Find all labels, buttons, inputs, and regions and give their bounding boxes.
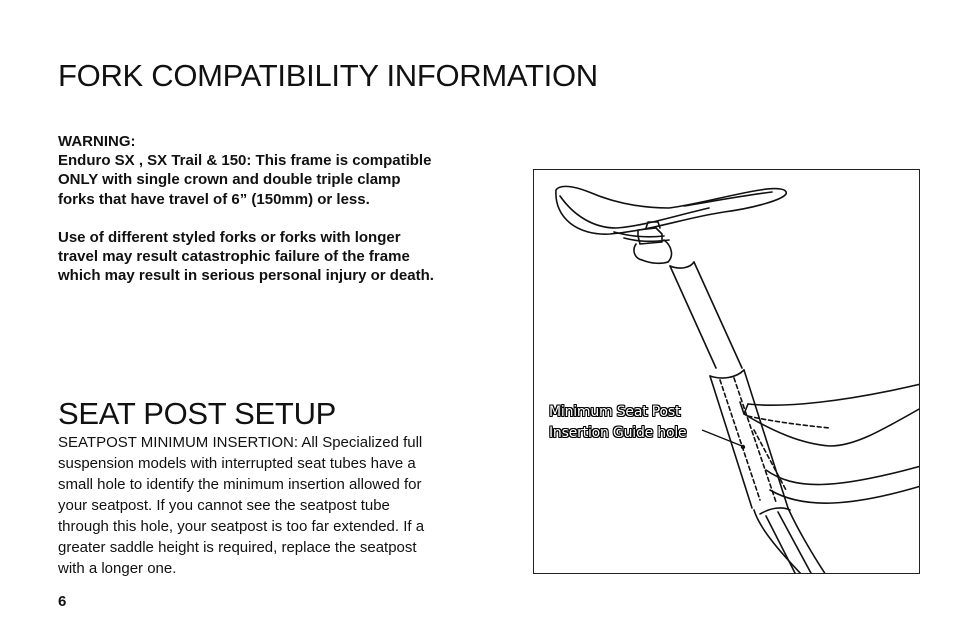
warning-block [58,132,438,285]
fork-compatibility-heading: FORK COMPATIBILITY INFORMATION [58,58,598,93]
seatpost-drawing [534,170,920,574]
callout-line1: Minimum Seat Post [549,404,681,420]
insertion-guide-hole [741,445,745,449]
warning-text: Enduro SX , SX Trail & 150: This frame is compatible ONLY with single crown and double triple clamp forks that have travel of 6” (150mm) or less. [58,152,432,208]
seatpost-illustration [533,169,920,574]
seat-tube [710,370,744,378]
warning-label: WARNING: [58,133,136,150]
warning-paragraph-2: Use of different styled forks or forks with longer travel may result catastrophic failure of the frame which may result in serious personal injury or death. [58,228,434,285]
seatpost-shaft [670,266,716,368]
warning-paragraph [58,132,438,209]
top-tube [740,402,920,446]
saddle-shape [556,186,786,234]
seat-post-body-text: SEATPOST MINIMUM INSERTION: All Specialized full suspension models with interrupted seat tubes have a small hole to identify the minimum insertion allowed for your seatpost. If you cannot see the seatpost tube through this hole, your seatpost is too far extended. If a greater saddle height is required, replace the seatpost with a longer one. [58,434,425,577]
page-number: 6 [58,593,67,610]
callout-label [549,402,749,444]
seat-post-setup-heading: SEAT POST SETUP [58,396,337,431]
callout-line2: Insertion Guide hole [549,425,687,441]
